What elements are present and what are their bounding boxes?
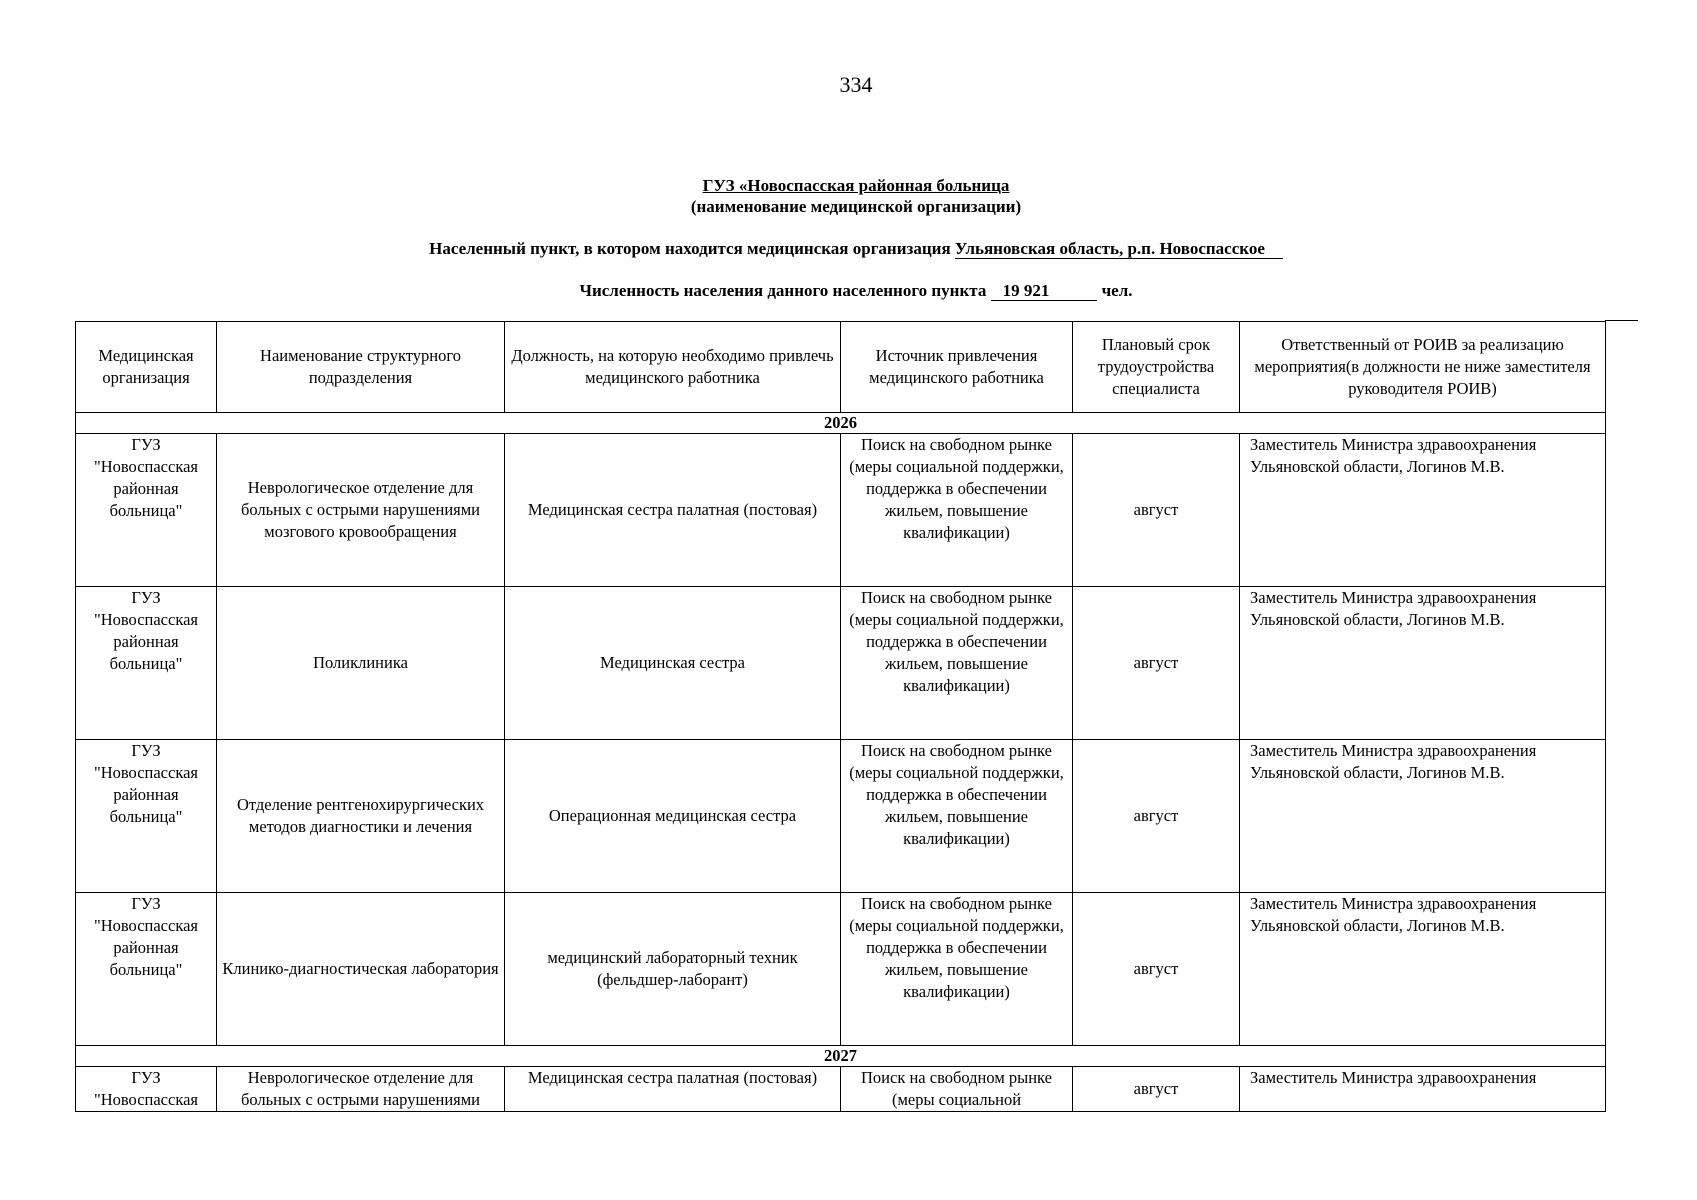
table-row [76, 740, 1606, 893]
table-row [76, 434, 1606, 587]
cell-position: Медицинская сестра [505, 587, 841, 740]
page-number: 334 [839, 72, 873, 97]
population-label: Численность населения данного населенного пункта [579, 281, 987, 300]
cell-responsible: Заместитель Министра здравоохранения [1240, 1067, 1606, 1112]
year-row-2026 [76, 413, 1606, 434]
cell-unit: Неврологическое отделение для больных с острыми нарушениями мозгового кровообращения [217, 434, 505, 587]
cell-position: Медицинская сестра палатная (постовая) [505, 1067, 841, 1112]
population-line [0, 280, 1697, 301]
org-caption: (наименование медицинской организации) [690, 197, 1022, 216]
cell-source: Поиск на свободном рынке (меры социальной поддержки, поддержка в обеспечении жильем, повышение квалификации) [841, 587, 1073, 740]
cell-term: август [1073, 587, 1240, 740]
cell-unit: Поликлиника [217, 587, 505, 740]
header-rule-extension [1605, 320, 1638, 321]
col-header-source: Источник привлечения медицинского работника [841, 322, 1073, 413]
population-unit: чел. [1101, 281, 1133, 300]
cell-source: Поиск на свободном рынке (меры социальной [841, 1067, 1073, 1112]
year-row-2027 [76, 1046, 1606, 1067]
cell-unit: Неврологическое отделение для больных с острыми нарушениями [217, 1067, 505, 1112]
table-row [76, 587, 1606, 740]
cell-term: август [1073, 434, 1240, 587]
table-header-row [76, 322, 1606, 413]
cell-org: ГУЗ "Новоспасская районная больница" [76, 740, 217, 893]
org-name: ГУЗ «Новоспасская районная больница [702, 176, 1010, 195]
col-header-term: Плановый срок трудоустройства специалиста [1073, 322, 1240, 413]
locality-line [0, 238, 1697, 259]
table-row [76, 893, 1606, 1046]
cell-position: медицинский лабораторный техник (фельдшер-лаборант) [505, 893, 841, 1046]
cell-org: ГУЗ "Новоспасская районная больница" [76, 587, 217, 740]
year-label: 2027 [76, 1046, 1606, 1067]
cell-unit: Клинико-диагностическая лаборатория [217, 893, 505, 1046]
locality-value: Ульяновская область, р.п. Новоспасское [954, 239, 1265, 258]
cell-term: август [1073, 893, 1240, 1046]
table-row [76, 1067, 1606, 1112]
cell-source: Поиск на свободном рынке (меры социальной поддержки, поддержка в обеспечении жильем, повышение квалификации) [841, 893, 1073, 1046]
col-header-position: Должность, на которую необходимо привлечь медицинского работника [505, 322, 841, 413]
staffing-table [75, 321, 1606, 1112]
cell-unit: Отделение рентгенохирургических методов диагностики и лечения [217, 740, 505, 893]
cell-org: ГУЗ "Новоспасская районная больница" [76, 893, 217, 1046]
year-label: 2026 [76, 413, 1606, 434]
cell-source: Поиск на свободном рынке (меры социальной поддержки, поддержка в обеспечении жильем, повышение квалификации) [841, 434, 1073, 587]
cell-term: август [1073, 740, 1240, 893]
locality-label: Населенный пункт, в котором находится медицинская организация [429, 239, 951, 258]
cell-org: ГУЗ "Новоспасская районная больница" [76, 434, 217, 587]
cell-responsible: Заместитель Министра здравоохранения Ульяновской области, Логинов М.В. [1240, 893, 1606, 1046]
cell-responsible: Заместитель Министра здравоохранения Ульяновской области, Логинов М.В. [1240, 434, 1606, 587]
cell-term: август [1073, 1067, 1240, 1112]
cell-position: Операционная медицинская сестра [505, 740, 841, 893]
col-header-org: Медицинская организация [76, 322, 217, 413]
population-value: 19 921 [1002, 281, 1050, 300]
col-header-unit: Наименование структурного подразделения [217, 322, 505, 413]
cell-org: ГУЗ "Новоспасская [76, 1067, 217, 1112]
cell-responsible: Заместитель Министра здравоохранения Ульяновской области, Логинов М.В. [1240, 740, 1606, 893]
cell-position: Медицинская сестра палатная (постовая) [505, 434, 841, 587]
cell-responsible: Заместитель Министра здравоохранения Ульяновской области, Логинов М.В. [1240, 587, 1606, 740]
cell-source: Поиск на свободном рынке (меры социальной поддержки, поддержка в обеспечении жильем, повышение квалификации) [841, 740, 1073, 893]
org-heading [0, 175, 1697, 217]
col-header-responsible: Ответственный от РОИВ за реализацию мероприятия(в должности не ниже заместителя руководителя РОИВ) [1240, 322, 1606, 413]
